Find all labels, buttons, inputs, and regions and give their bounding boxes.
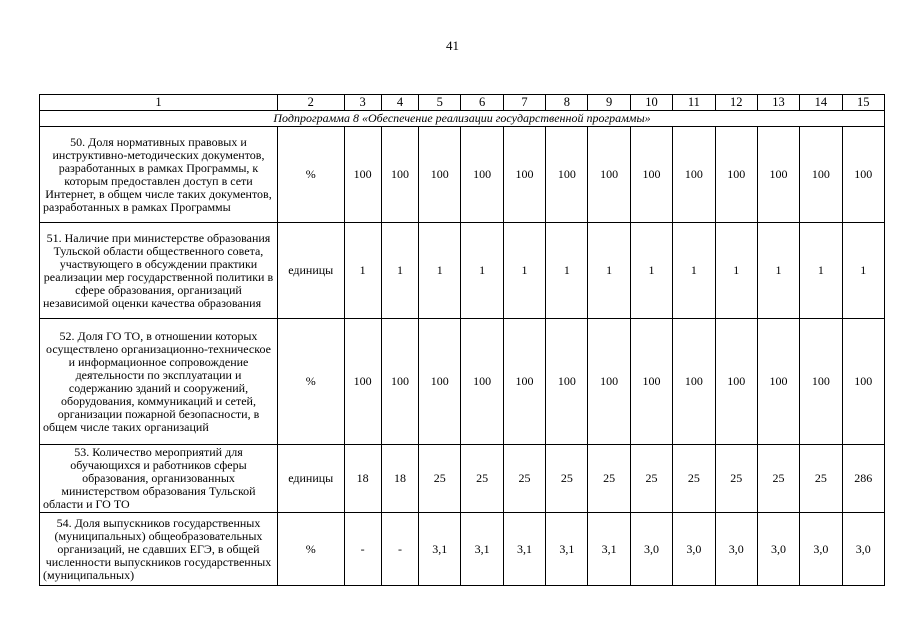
header-cell: 2 — [277, 95, 344, 111]
indicator-value: 1 — [757, 223, 799, 319]
indicator-value: 1 — [419, 223, 461, 319]
indicator-value: 1 — [461, 223, 503, 319]
indicator-value: 3,0 — [757, 513, 799, 586]
indicator-value: 25 — [419, 445, 461, 513]
indicator-value: 100 — [757, 319, 799, 445]
page-number: 41 — [446, 38, 459, 53]
indicator-value: 100 — [344, 127, 381, 223]
indicator-value: 25 — [673, 445, 715, 513]
header-cell: 8 — [546, 95, 588, 111]
indicator-name: 52. Доля ГО ТО, в отношении которых осуществлено организационно-техническое и информационное сопровождение деятельности по эксплуатации и содержанию зданий и сооружений, оборудования, коммуникаций и сетей, организации пожарной безопасности, в общем числе таких организаций — [40, 319, 278, 445]
indicator-value: 100 — [381, 127, 418, 223]
indicators-table — [39, 94, 885, 586]
indicator-value: 3,0 — [842, 513, 884, 586]
indicator-value: 100 — [461, 319, 503, 445]
indicator-value: 1 — [381, 223, 418, 319]
indicator-value: 3,1 — [546, 513, 588, 586]
indicator-value: 25 — [588, 445, 630, 513]
indicator-value: 1 — [588, 223, 630, 319]
header-cell: 7 — [503, 95, 545, 111]
indicator-value: 100 — [630, 319, 672, 445]
indicator-value: 100 — [588, 127, 630, 223]
indicator-value: 25 — [757, 445, 799, 513]
indicator-unit: единицы — [277, 223, 344, 319]
indicator-value: 1 — [630, 223, 672, 319]
indicator-value: 25 — [461, 445, 503, 513]
indicator-unit: % — [277, 513, 344, 586]
indicator-value: 100 — [842, 319, 884, 445]
indicator-value: 100 — [715, 319, 757, 445]
indicator-value: 100 — [419, 319, 461, 445]
indicator-value: 3,0 — [800, 513, 842, 586]
indicator-value: - — [344, 513, 381, 586]
indicator-value: 1 — [503, 223, 545, 319]
header-cell: 9 — [588, 95, 630, 111]
indicator-value: 3,0 — [630, 513, 672, 586]
indicator-value: 100 — [673, 319, 715, 445]
indicator-value: 1 — [800, 223, 842, 319]
indicator-value: 100 — [757, 127, 799, 223]
indicator-value: 100 — [842, 127, 884, 223]
indicator-name: 50. Доля нормативных правовых и инструктивно-методических документов, разработанных в рамках Программы, к которым предоставлен доступ в сети Интернет, в общем числе таких документов, разработанных в рамках Программы — [40, 127, 278, 223]
subprogram-title: Подпрограмма 8 «Обеспечение реализации государственной программы» — [40, 111, 885, 127]
table-row — [40, 319, 885, 445]
subprogram-row — [40, 111, 885, 127]
header-cell: 13 — [757, 95, 799, 111]
header-cell: 1 — [40, 95, 278, 111]
indicator-value: 25 — [715, 445, 757, 513]
indicator-value: 25 — [630, 445, 672, 513]
indicator-value: 3,1 — [588, 513, 630, 586]
indicator-value: 1 — [344, 223, 381, 319]
header-row — [40, 95, 885, 111]
indicator-value: 3,0 — [715, 513, 757, 586]
table-row — [40, 445, 885, 513]
indicator-name: 53. Количество мероприятий для обучающихся и работников сферы образования, организованных министерством образования Тульской области и ГО ТО — [40, 445, 278, 513]
indicator-value: 1 — [715, 223, 757, 319]
indicator-value: 18 — [381, 445, 418, 513]
indicator-name: 54. Доля выпускников государственных (муниципальных) общеобразовательных организаций, не сдавших ЕГЭ, в общей численности выпускников государственных (муниципальных) — [40, 513, 278, 586]
table-row — [40, 127, 885, 223]
header-cell: 3 — [344, 95, 381, 111]
header-cell: 14 — [800, 95, 842, 111]
header-cell: 15 — [842, 95, 884, 111]
header-cell: 11 — [673, 95, 715, 111]
indicator-unit: % — [277, 319, 344, 445]
indicator-value: 100 — [715, 127, 757, 223]
indicator-value: 100 — [800, 127, 842, 223]
indicator-value: 100 — [503, 319, 545, 445]
indicator-value: 1 — [842, 223, 884, 319]
indicator-value: 100 — [800, 319, 842, 445]
indicator-value: 100 — [546, 319, 588, 445]
header-cell: 4 — [381, 95, 418, 111]
indicator-value: 1 — [673, 223, 715, 319]
table-row — [40, 223, 885, 319]
indicator-value: 3,1 — [503, 513, 545, 586]
header-cell: 5 — [419, 95, 461, 111]
header-cell: 10 — [630, 95, 672, 111]
indicator-value: 3,1 — [419, 513, 461, 586]
indicator-value: 100 — [673, 127, 715, 223]
indicator-value: 100 — [503, 127, 545, 223]
indicator-value: - — [381, 513, 418, 586]
header-cell: 12 — [715, 95, 757, 111]
indicator-value: 1 — [546, 223, 588, 319]
indicator-value: 25 — [546, 445, 588, 513]
indicator-value: 100 — [588, 319, 630, 445]
indicator-value: 25 — [800, 445, 842, 513]
indicator-value: 100 — [630, 127, 672, 223]
indicator-value: 100 — [546, 127, 588, 223]
indicator-value: 100 — [381, 319, 418, 445]
indicator-value: 25 — [503, 445, 545, 513]
indicator-value: 3,1 — [461, 513, 503, 586]
indicator-value: 100 — [461, 127, 503, 223]
indicator-name: 51. Наличие при министерстве образования Тульской области общественного совета, участвующего в обсуждении практики реализации мер государственной политики в сфере образования, организаций независимой оценки качества образования — [40, 223, 278, 319]
table-row — [40, 513, 885, 586]
indicator-value: 286 — [842, 445, 884, 513]
indicator-value: 3,0 — [673, 513, 715, 586]
indicator-value: 18 — [344, 445, 381, 513]
indicator-unit: % — [277, 127, 344, 223]
indicator-unit: единицы — [277, 445, 344, 513]
header-cell: 6 — [461, 95, 503, 111]
indicator-value: 100 — [344, 319, 381, 445]
indicator-value: 100 — [419, 127, 461, 223]
